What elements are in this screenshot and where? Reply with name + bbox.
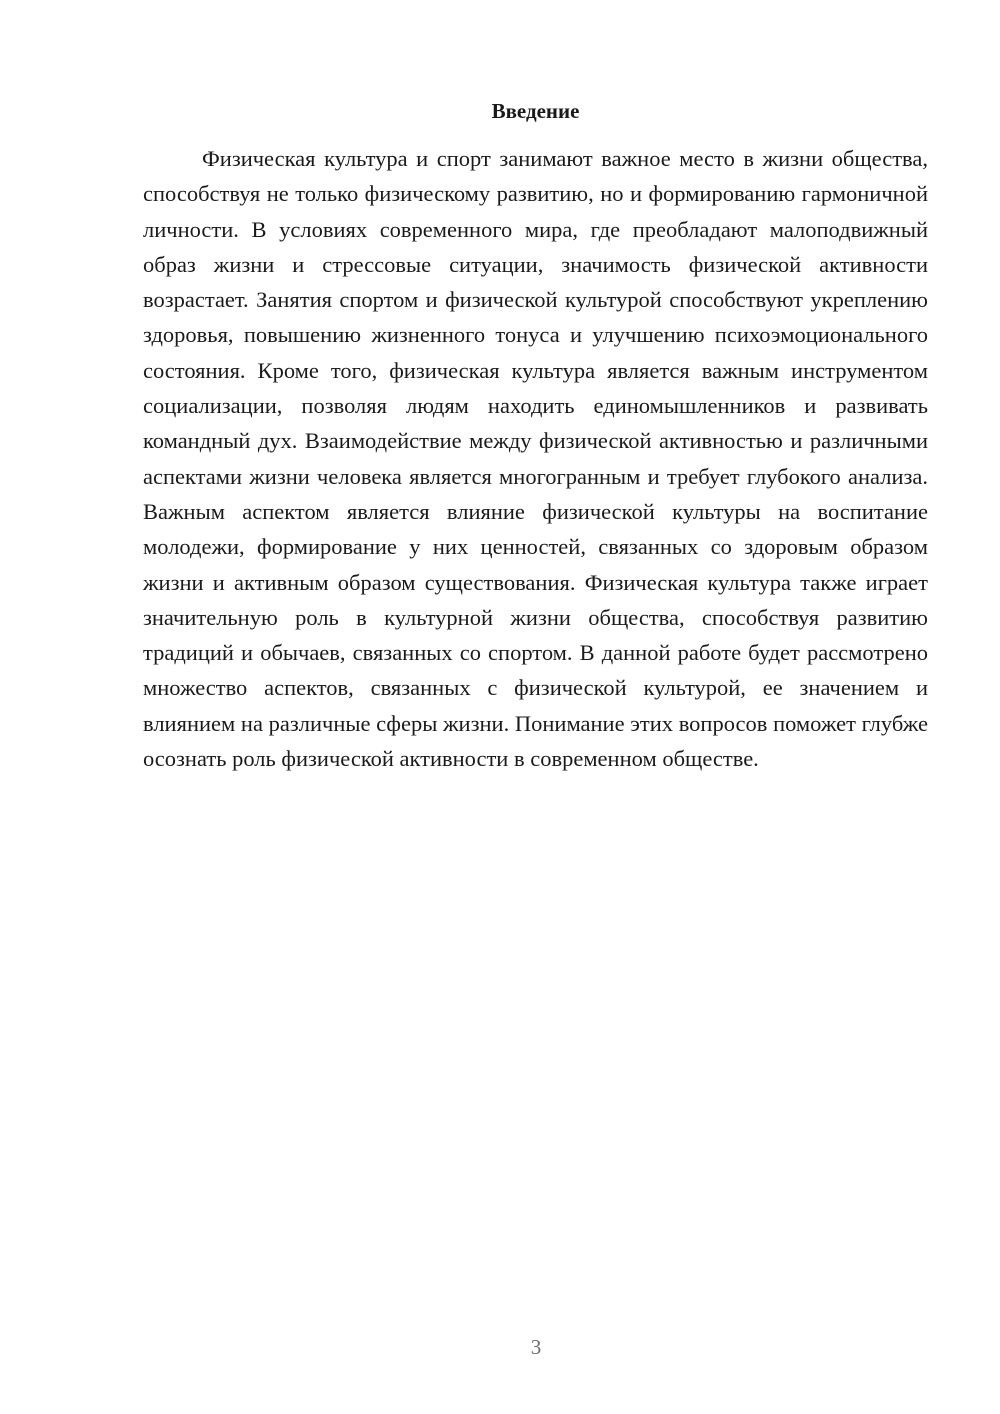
body-paragraph: Физическая культура и спорт занимают важное место в жизни общества, способствуя не только физическому развитию, но и формированию гармоничной личности. В условиях современного мира, где преобладают малоподвижный образ жизни и стрессовые ситуации, значимость физической активности возрастает. Занятия спортом и физической культурой способствуют укреплению здоровья, повышению жизненного тонуса и улучшению психоэмоционального состояния. Кроме того, физическая культура является важным инструментом социализации, позволяя людям находить единомышленников и развивать командный дух. Взаимодействие между физической активностью и различными аспектами жизни человека является многогранным и требует глубокого анализа. Важным аспектом является влияние физической культуры на воспитание молодежи, формирование у них ценностей, связанных со здоровым образом жизни и активным образом существования. Физическая культура также играет значительную роль в культурной жизни общества, способствуя развитию традиций и обычаев, связанных со спортом. В данной работе будет рассмотрено множество аспектов, связанных с физической культурой, ее значением и влиянием на различные сферы жизни. Понимание этих вопросов поможет глубже осознать роль физической активности в современном обществе.: [143, 146, 928, 772]
section-heading: Введение: [491, 99, 580, 123]
page-number: 3: [530, 1335, 542, 1359]
